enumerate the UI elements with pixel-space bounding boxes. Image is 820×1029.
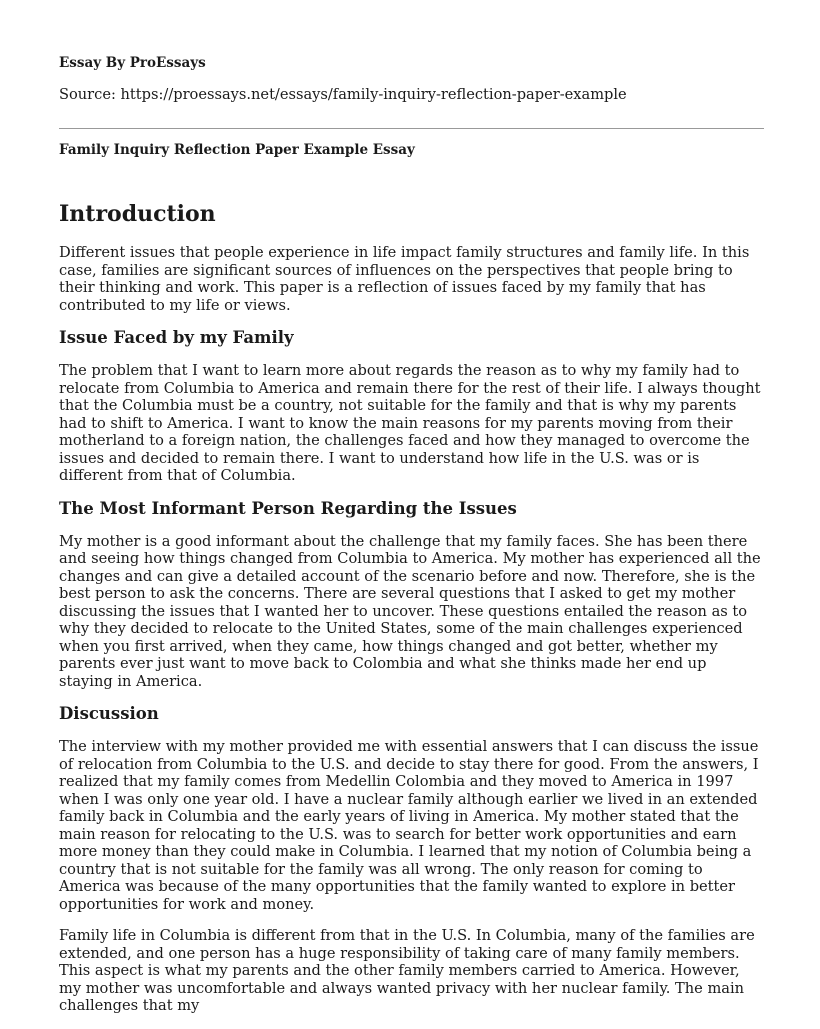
essay-byline: Essay By ProEssays	[59, 55, 206, 71]
essay-body	[59, 200, 764, 1029]
essay-title: Family Inquiry Reflection Paper Example Essay	[59, 142, 415, 158]
paragraph: Family life in Columbia is different from that in the U.S. In Columbia, many of the families are extended, and one person has a huge responsibility of taking care of many family members. This aspect is what my parents and the other family members carried to America. However, my mother was uncomfortable and always wanted privacy with her nuclear family. The main challenges that my	[59, 927, 755, 1014]
heading-discussion: Discussion	[59, 704, 159, 723]
heading-introduction: Introduction	[59, 201, 216, 227]
heading-informant: The Most Informant Person Regarding the Issues	[59, 498, 517, 518]
paragraph: The interview with my mother provided me with essential answers that I can discuss the issue of relocation from Columbia to the U.S. and decide to stay there for good. From the answers, I realized that my family comes from Medellin Colombia and they moved to America in 1997 when I was only one year old. I have a nuclear family although earlier we lived in an extended family back in Columbia and the early years of living in America. My mother stated that the main reason for relocating to the U.S. was to search for better work opportunities and earn more money than they could make in Columbia. I learned that my notion of Columbia being a country that is not suitable for the family was all wrong. The only reason for coming to America was because of the many opportunities that the family wanted to explore in better opportunities for work and money.	[59, 738, 759, 913]
heading-issue: Issue Faced by my Family	[59, 328, 294, 347]
paragraph: Different issues that people experience in life impact family structures and family life. In this case, families are significant sources of influences on the perspectives that people bring to their thinking and work. This paper is a reflection of issues faced by my family that has contributed to my life or views.	[59, 244, 750, 314]
header-divider	[59, 128, 764, 129]
paragraph: The problem that I want to learn more about regards the reason as to why my family had to relocate from Columbia to America and remain there for the rest of their life. I always thought that the Columbia must be a country, not suitable for the family and that is why my parents had to shift to America. I want to know the main reasons for my parents moving from their motherland to a foreign nation, the challenges faced and how they managed to overcome the issues and decided to remain there. I want to understand how life in the U.S. was or is different from that of Columbia.	[59, 362, 761, 484]
paragraph: My mother is a good informant about the challenge that my family faces. She has been there and seeing how things changed from Columbia to America. My mother has experienced all the changes and can give a detailed account of the scenario before and now. Therefore, she is the best person to ask the concerns. There are several questions that I asked to get my mother discussing the issues that I wanted her to uncover. These questions entailed the reason as to why they decided to relocate to the United States, some of the main challenges experienced when you first arrived, when they came, how things changed and got better, whether my parents ever just want to move back to Colombia and what she thinks made her end up staying in America.	[59, 532, 761, 690]
source-line: Source: https://proessays.net/essays/family-inquiry-reflection-paper-example	[59, 86, 627, 103]
